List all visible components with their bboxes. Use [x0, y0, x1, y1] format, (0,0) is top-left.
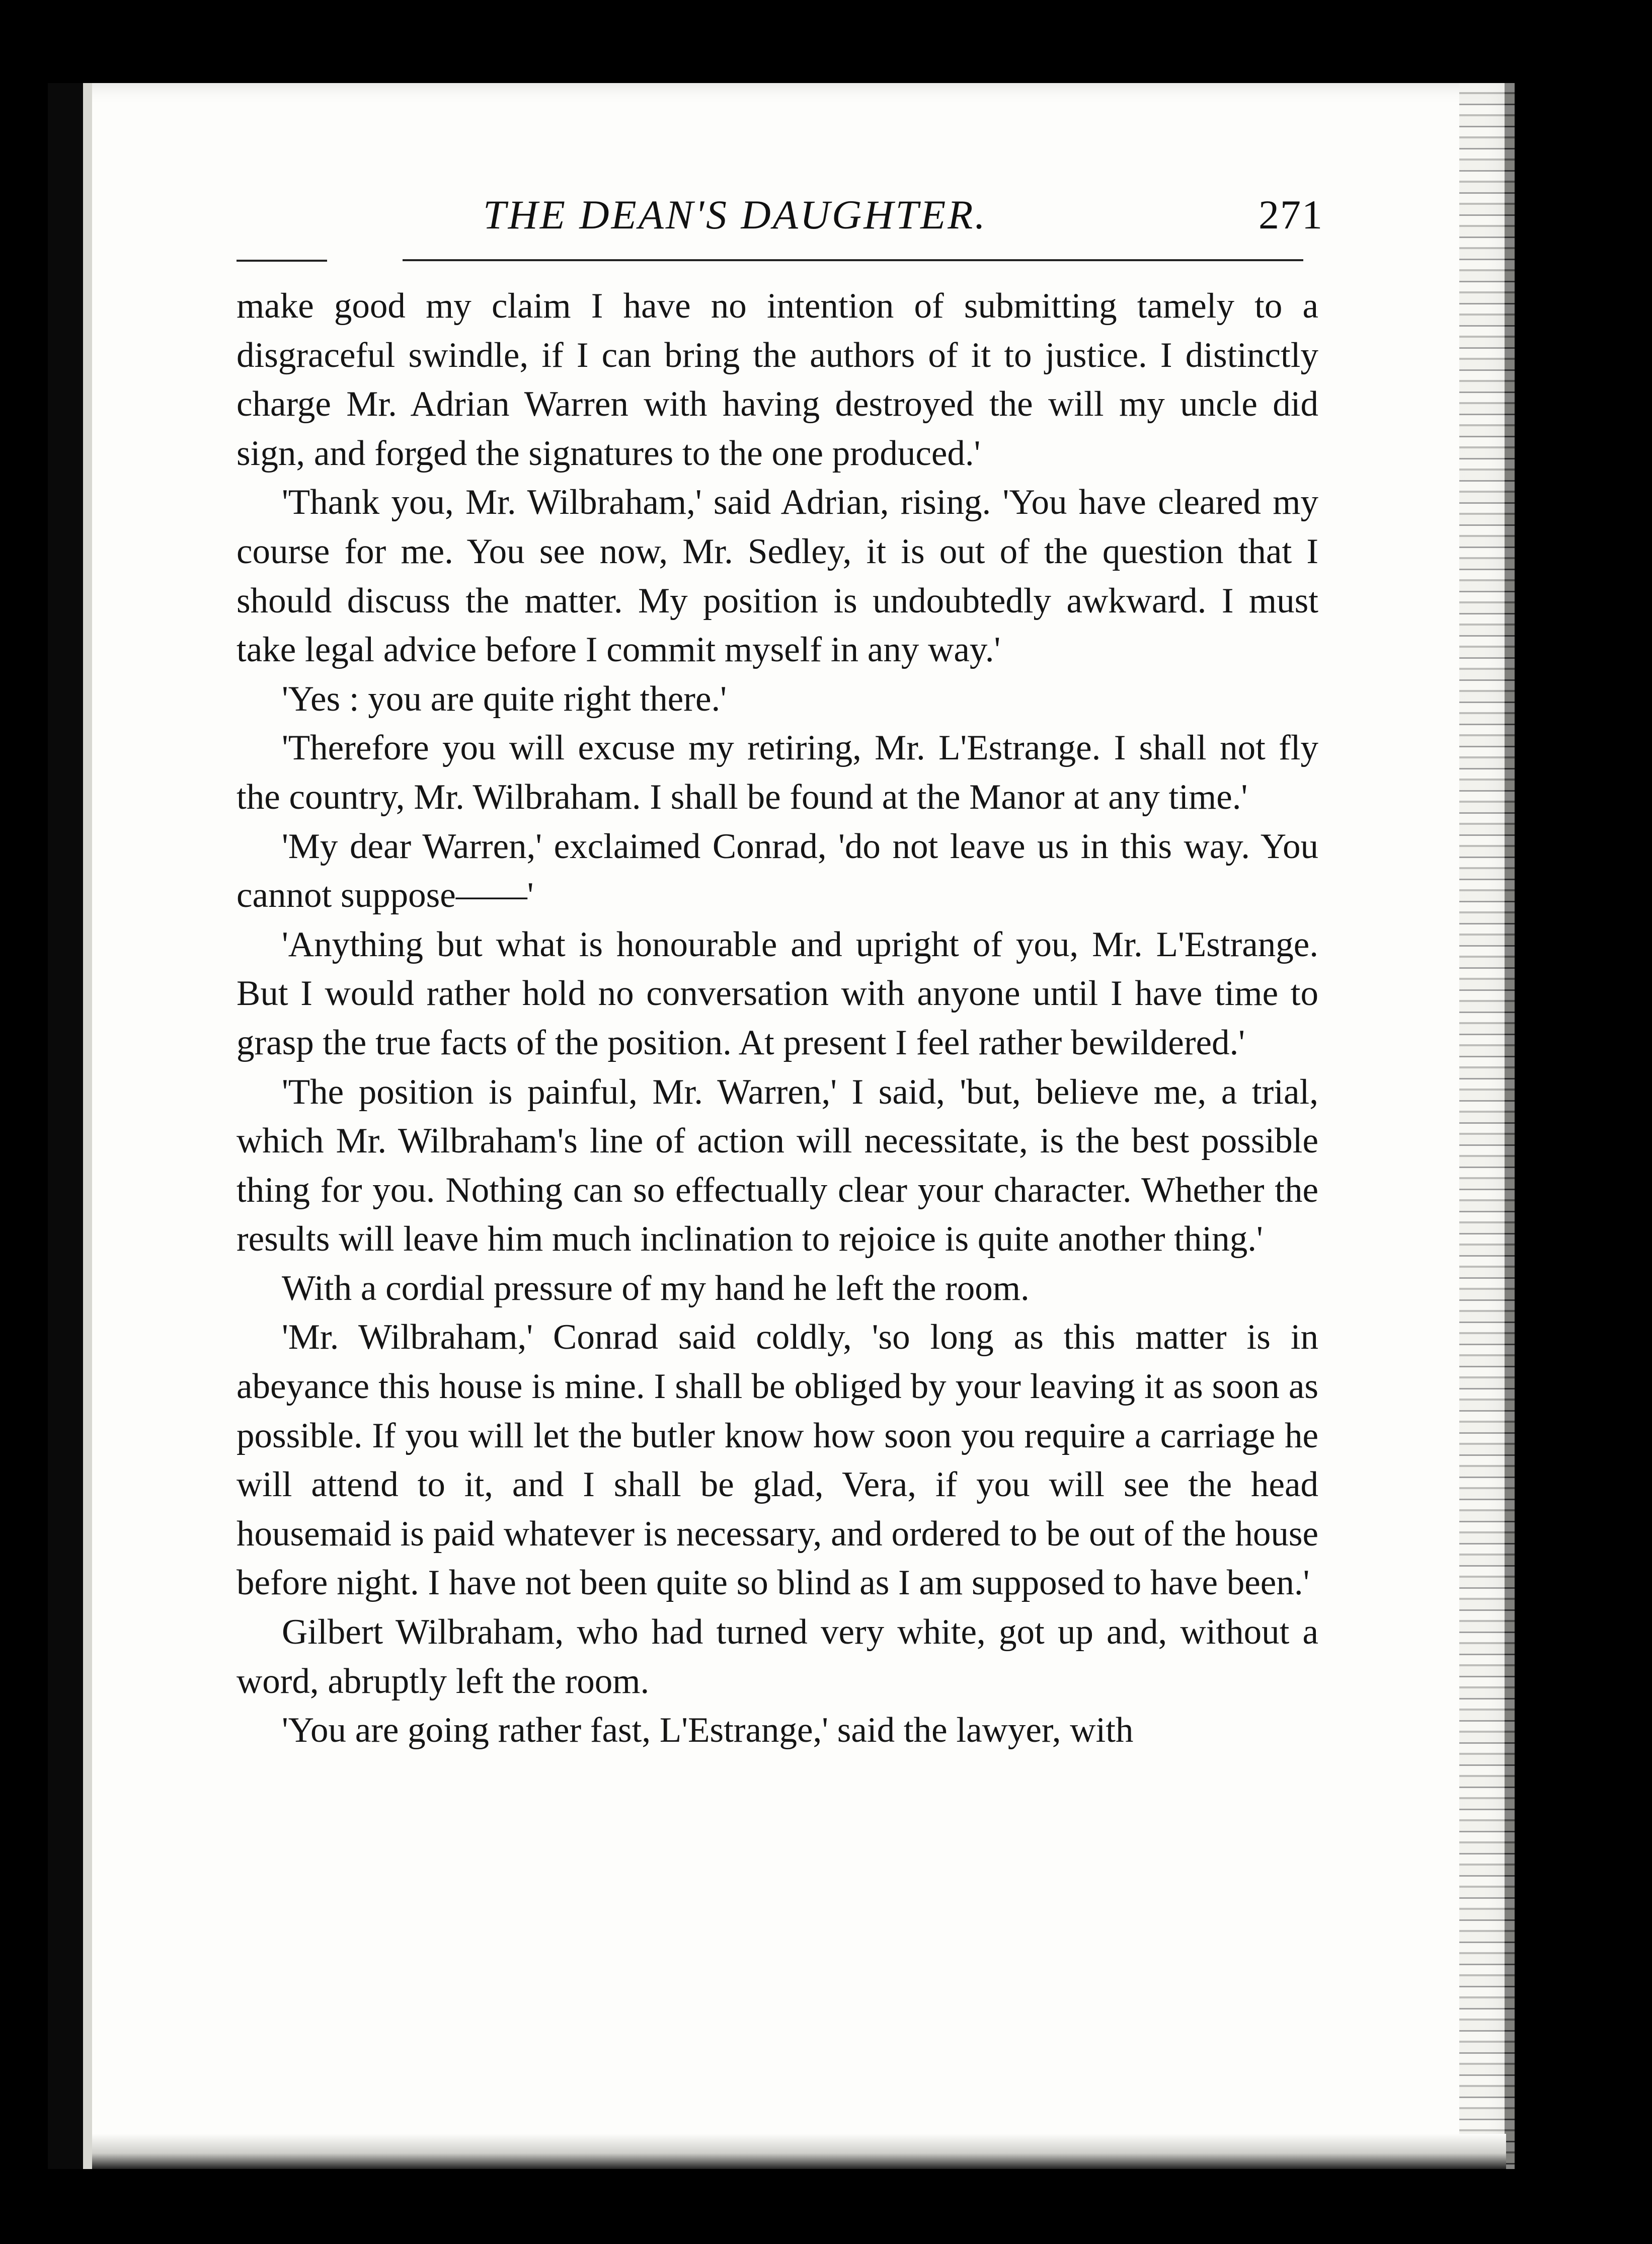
- paragraph: 'The position is painful, Mr. Warren,' I said, 'but, believe me, a trial, which Mr. Wilbraham's line of action will necessitate, is the best possible thing for you. Nothing can so effectually clear your character. Whether the results will leave him much inclination to rejoice is quite another thing.': [237, 1072, 1318, 1259]
- paragraph: 'Yes : you are quite right there.': [282, 679, 727, 719]
- paragraph: 'You are going rather fast, L'Estrange,' said the lawyer, with: [282, 1711, 1134, 1750]
- paragraph: 'My dear Warren,' exclaimed Conrad, 'do not leave us in this way. You cannot suppose——': [237, 826, 1318, 915]
- paragraph: Gilbert Wilbraham, who had turned very white, got up and, without a word, abruptly left the room.: [237, 1612, 1318, 1701]
- page-binding-edge: [83, 83, 92, 2169]
- paragraph: 'Thank you, Mr. Wilbraham,' said Adrian, rising. 'You have cleared my course for me. You see now, Mr. Sedley, it is out of the question that I should discuss the matter. My position is undoubtedly awkward. I must take legal advice before I commit myself in any way.': [237, 483, 1318, 670]
- header-rule: [403, 259, 1303, 261]
- paragraph: 'Therefore you will excuse my retiring, Mr. L'Estrange. I shall not fly the country, Mr. Wilbraham. I shall be found at the Manor at any time.': [237, 728, 1318, 817]
- body-text: [237, 282, 1318, 1755]
- paragraph: With a cordial pressure of my hand he left the room.: [282, 1268, 1030, 1308]
- header-rule-left: [237, 260, 327, 262]
- page-right-edge: [1459, 83, 1515, 2169]
- running-title: THE DEAN'S DAUGHTER.: [483, 192, 987, 238]
- page-binding-shadow: [48, 83, 83, 2169]
- paragraph: 'Mr. Wilbraham,' Conrad said coldly, 'so long as this matter is in abeyance this house is mine. I shall be obliged by your leaving it as soon as possible. If you will let the butler know how soon you require a carriage he will attend to it, and I shall be glad, Vera, if you will see the head housemaid is paid whatever is necessary, and ordered to be out of the house before night. I have not been quite so blind as I am supposed to have been.': [237, 1318, 1318, 1603]
- running-header: [237, 191, 1333, 247]
- paragraph: 'Anything but what is honourable and upright of you, Mr. L'Estrange. But I would rather hold no conversation with anyone until I have time to grasp the true facts of the position. At present I feel rather bewildered.': [237, 924, 1318, 1062]
- paragraph: make good my claim I have no intention of submitting tamely to a disgraceful swindle, if I can bring the authors of it to justice. I distinctly charge Mr. Adrian Warren with having destroyed the will my uncle did sign, and forged the signatures to the one produced.': [237, 286, 1318, 473]
- page-number: 271: [1258, 192, 1323, 238]
- page-bottom-edge: [92, 2134, 1506, 2169]
